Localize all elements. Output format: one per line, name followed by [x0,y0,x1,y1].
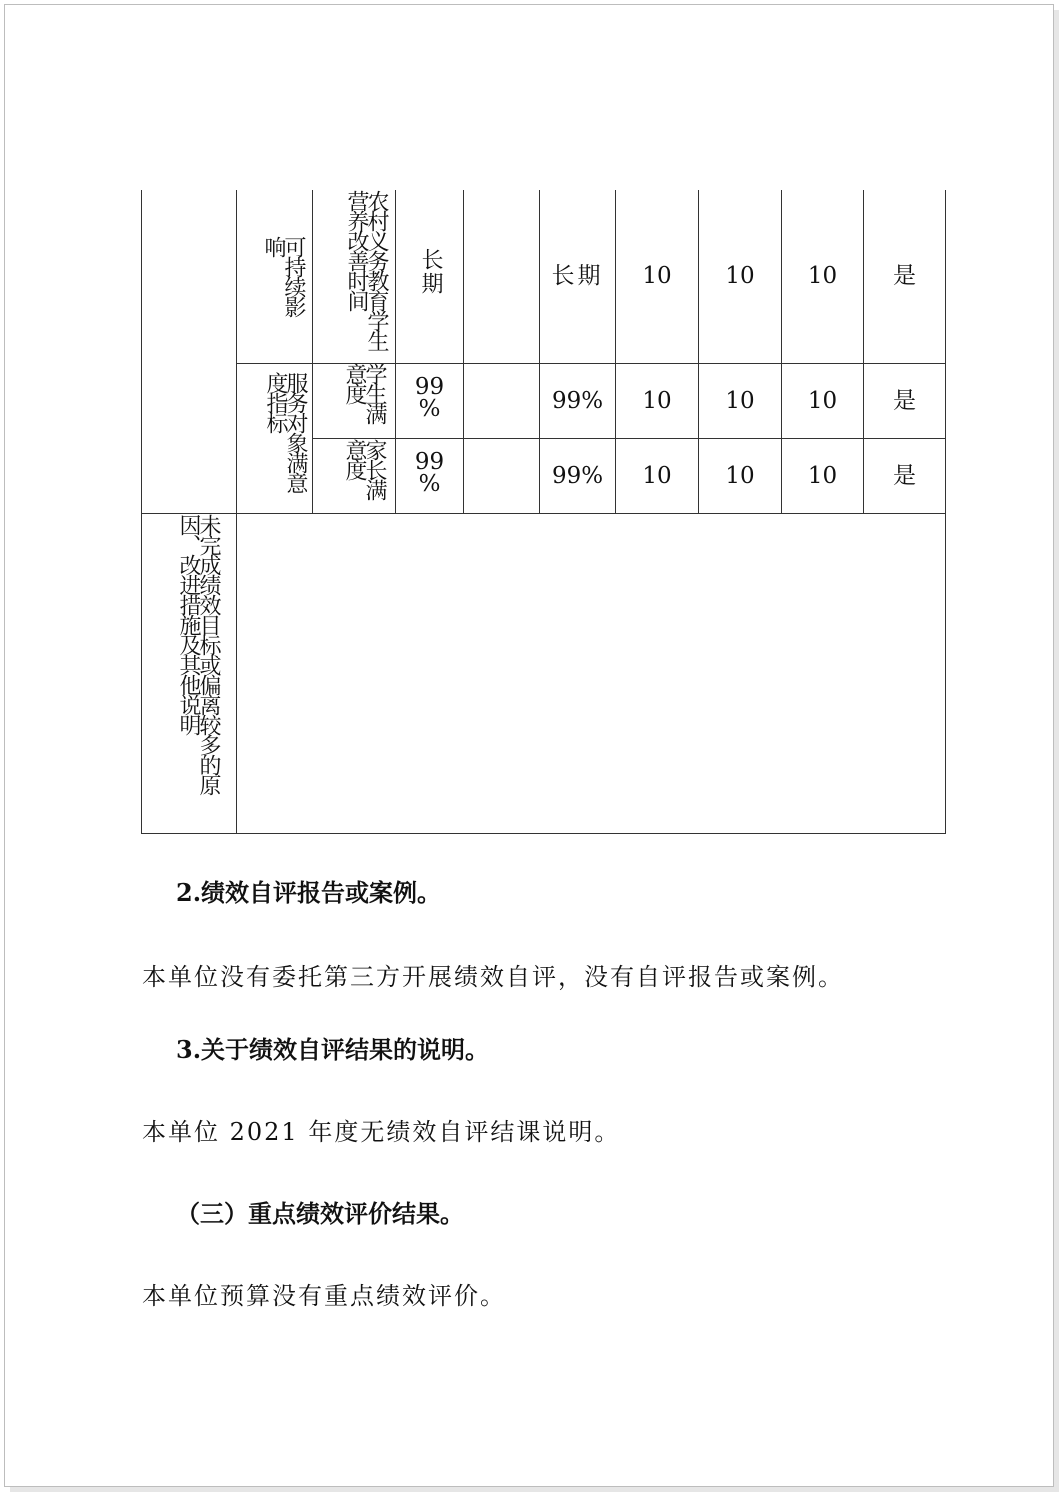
score-value: 10 [725,462,755,489]
indicator-label: 农村义务教育学生营养改善时间 [344,190,389,350]
section-body: 本单位预算没有重点绩效评价。 [142,1282,506,1310]
score-value: 10 [807,263,838,289]
table-rule [141,833,946,834]
target-unit: % [418,471,441,497]
weight-value: 10 [642,263,672,289]
score-value: 10 [807,387,838,414]
target-note [464,439,539,513]
actual-value: 长期 [551,263,604,289]
indicator-label: 学生满意度 [342,363,387,423]
target-number: 99 [414,449,445,475]
note-value [237,514,945,833]
table-rule [312,190,313,514]
section-body: 本单位没有委托第三方开展绩效自评，没有自评报告或案例。 [142,963,844,991]
section-heading: （三）重点绩效评价结果。 [176,1199,464,1228]
indicator-label: 家长满意度 [342,439,387,499]
met-value: 是 [893,263,916,289]
target-unit: % [418,396,441,422]
actual-value: 99% [551,387,604,414]
met-value: 是 [893,387,916,414]
score-value: 10 [725,263,755,289]
row-group-label: 服务对象满意度指标 [263,372,308,492]
section-body: 本单位 2021 年度无绩效自评结课说明。 [142,1118,621,1146]
target-number: 99 [414,374,445,400]
met-value: 是 [893,462,916,489]
section-heading: 2.绩效自评报告或案例。 [176,878,442,907]
table-rule [945,190,946,834]
page-shadow-right [1054,10,1059,1490]
actual-value: 99% [551,462,604,489]
weight-value: 10 [642,462,672,489]
page-shadow-bottom [10,1487,1059,1492]
table-rule [141,190,142,834]
target-note [464,364,539,438]
row-group-label: 可持续影响 [261,236,306,316]
target-value [396,451,463,495]
score-value: 10 [807,462,838,489]
weight-value: 10 [642,387,672,414]
target-value: 长期 [418,248,443,296]
target-value [396,376,463,420]
target-note [464,190,539,363]
note-label: 未完成绩效目标或偏离较多的原因、改进措施及其他说明 [176,514,221,794]
section-heading: 3.关于绩效自评结果的说明。 [176,1035,490,1064]
score-value: 10 [725,387,755,414]
